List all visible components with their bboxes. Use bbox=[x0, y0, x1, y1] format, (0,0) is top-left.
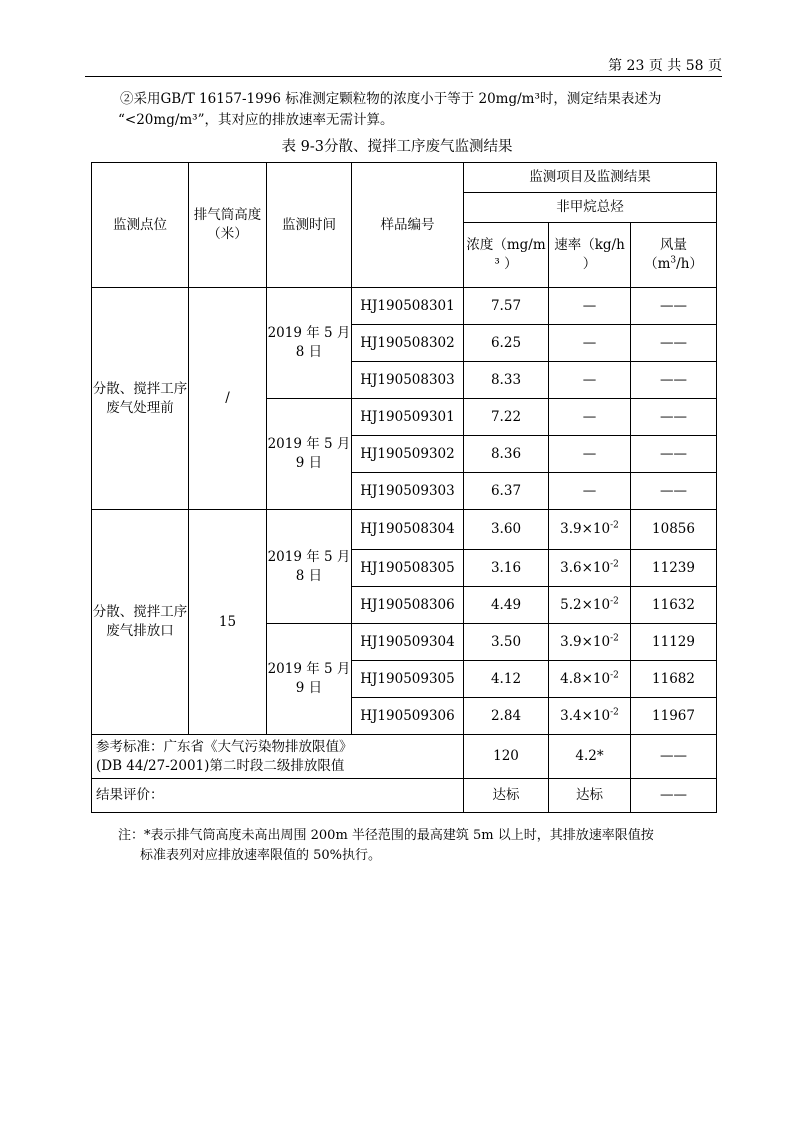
flow-cell: 11967 bbox=[631, 698, 717, 735]
header-sample: 样品编号 bbox=[352, 163, 464, 288]
page-header bbox=[85, 56, 722, 77]
table-row bbox=[92, 288, 717, 325]
date-cell: 2019 年 5 月 9 日 bbox=[267, 624, 352, 735]
standard-conc: 120 bbox=[464, 735, 549, 779]
sample-cell: HJ190508302 bbox=[352, 325, 464, 362]
rate-exponent: -2 bbox=[610, 633, 619, 643]
evaluation-rate: 达标 bbox=[549, 779, 631, 813]
header-time: 监测时间 bbox=[267, 163, 352, 288]
page-number: 第 23 页 共 58 页 bbox=[608, 58, 722, 74]
rate-exponent: -2 bbox=[610, 670, 619, 680]
rate-cell: — bbox=[549, 325, 631, 362]
rate-exponent: -2 bbox=[610, 596, 619, 606]
header-rate: 速率（kg/h ） bbox=[549, 223, 631, 288]
flow-cell: 11129 bbox=[631, 624, 717, 661]
sample-cell: HJ190509304 bbox=[352, 624, 464, 661]
rate-cell bbox=[549, 550, 631, 587]
rate-exponent: -2 bbox=[610, 559, 619, 569]
flow-cell: —— bbox=[631, 399, 717, 436]
evaluation-flow: —— bbox=[631, 779, 717, 813]
standard-label-line-2: (DB 44/27-2001)第二时段二级排放限值 bbox=[96, 757, 345, 774]
flow-cell: 10856 bbox=[631, 510, 717, 550]
sample-cell: HJ190508305 bbox=[352, 550, 464, 587]
flow-cell: —— bbox=[631, 288, 717, 325]
rate-exponent: -2 bbox=[610, 707, 619, 717]
point-cell: 分散、搅拌工序废气处理前 bbox=[92, 288, 189, 510]
note-line-2: “<20mg/m³”，其对应的排放速率无需计算。 bbox=[118, 112, 394, 128]
footnote-line-1: 注：*表示排气筒高度未高出周围 200m 半径范围的最高建筑 5m 以上时，其排放速率限值按 bbox=[118, 828, 654, 843]
rate-cell: — bbox=[549, 362, 631, 399]
sample-cell: HJ190508301 bbox=[352, 288, 464, 325]
flow-suffix: /h） bbox=[676, 256, 703, 272]
flow-cell: 11632 bbox=[631, 587, 717, 624]
sample-cell: HJ190508304 bbox=[352, 510, 464, 550]
rate-exponent: -2 bbox=[610, 520, 619, 531]
date-cell: 2019 年 5 月 8 日 bbox=[267, 288, 352, 399]
conc-cell: 7.57 bbox=[464, 288, 549, 325]
sample-cell: HJ190509303 bbox=[352, 473, 464, 510]
conc-cell: 4.12 bbox=[464, 661, 549, 698]
conc-cell: 8.33 bbox=[464, 362, 549, 399]
standard-label bbox=[92, 735, 464, 779]
rate-cell: — bbox=[549, 436, 631, 473]
monitoring-results-table bbox=[91, 162, 717, 813]
rate-base: 4.8×10 bbox=[560, 670, 611, 687]
preceding-note bbox=[120, 89, 730, 131]
rate-base: 3.6×10 bbox=[560, 559, 611, 576]
conc-cell: 8.36 bbox=[464, 436, 549, 473]
sample-cell: HJ190509302 bbox=[352, 436, 464, 473]
sample-cell: HJ190508303 bbox=[352, 362, 464, 399]
table-row bbox=[92, 510, 717, 550]
rate-cell: — bbox=[549, 399, 631, 436]
rate-cell bbox=[549, 661, 631, 698]
footnote-line-2: 标准表列对应排放速率限值的 50%执行。 bbox=[140, 848, 382, 863]
rate-base: 3.9×10 bbox=[560, 633, 611, 650]
rate-cell: — bbox=[549, 473, 631, 510]
standard-row bbox=[92, 735, 717, 779]
conc-cell: 3.16 bbox=[464, 550, 549, 587]
table-footnote bbox=[118, 826, 738, 866]
conc-cell: 6.37 bbox=[464, 473, 549, 510]
sample-cell: HJ190508306 bbox=[352, 587, 464, 624]
flow-cell: —— bbox=[631, 473, 717, 510]
sample-cell: HJ190509306 bbox=[352, 698, 464, 735]
evaluation-row bbox=[92, 779, 717, 813]
sample-cell: HJ190509301 bbox=[352, 399, 464, 436]
conc-cell: 3.50 bbox=[464, 624, 549, 661]
conc-cell: 6.25 bbox=[464, 325, 549, 362]
height-cell: 15 bbox=[189, 510, 267, 735]
date-cell: 2019 年 5 月 8 日 bbox=[267, 510, 352, 624]
flow-cell: 11239 bbox=[631, 550, 717, 587]
rate-base: 3.9×10 bbox=[560, 521, 611, 537]
header-items: 监测项目及监测结果 bbox=[464, 163, 717, 193]
conc-cell: 7.22 bbox=[464, 399, 549, 436]
standard-rate: 4.2* bbox=[549, 735, 631, 779]
rate-cell bbox=[549, 698, 631, 735]
standard-label-line-1: 参考标准：广东省《大气污染物排放限值》 bbox=[96, 738, 353, 755]
sample-cell: HJ190509305 bbox=[352, 661, 464, 698]
rate-cell bbox=[549, 624, 631, 661]
point-cell: 分散、搅拌工序废气排放口 bbox=[92, 510, 189, 735]
conc-cell: 2.84 bbox=[464, 698, 549, 735]
flow-cell: —— bbox=[631, 325, 717, 362]
header-point: 监测点位 bbox=[92, 163, 189, 288]
header-flow bbox=[631, 223, 717, 288]
rate-base: 5.2×10 bbox=[560, 596, 611, 613]
note-line-1: ②采用GB/T 16157-1996 标准测定颗粒物的浓度小于等于 20mg/m³时，测定结果表述为 bbox=[120, 91, 662, 107]
rate-cell bbox=[549, 587, 631, 624]
evaluation-label: 结果评价： bbox=[92, 779, 464, 813]
flow-cell: —— bbox=[631, 436, 717, 473]
date-cell: 2019 年 5 月 9 日 bbox=[267, 399, 352, 510]
flow-prefix: 风量（m bbox=[644, 237, 687, 272]
flow-cell: —— bbox=[631, 362, 717, 399]
rate-base: 3.4×10 bbox=[560, 707, 611, 724]
flow-superscript: 3 bbox=[670, 255, 677, 266]
header-height: 排气筒高度（米） bbox=[189, 163, 267, 288]
height-cell: / bbox=[189, 288, 267, 510]
rate-cell bbox=[549, 510, 631, 550]
header-pollutant: 非甲烷总烃 bbox=[464, 193, 717, 223]
rate-cell: — bbox=[549, 288, 631, 325]
conc-cell: 4.49 bbox=[464, 587, 549, 624]
evaluation-conc: 达标 bbox=[464, 779, 549, 813]
flow-cell: 11682 bbox=[631, 661, 717, 698]
conc-cell: 3.60 bbox=[464, 510, 549, 550]
table-caption: 表 9-3分散、搅拌工序废气监测结果 bbox=[281, 139, 513, 155]
header-concentration: 浓度（mg/m ³ ） bbox=[464, 223, 549, 288]
standard-flow: —— bbox=[631, 735, 717, 779]
